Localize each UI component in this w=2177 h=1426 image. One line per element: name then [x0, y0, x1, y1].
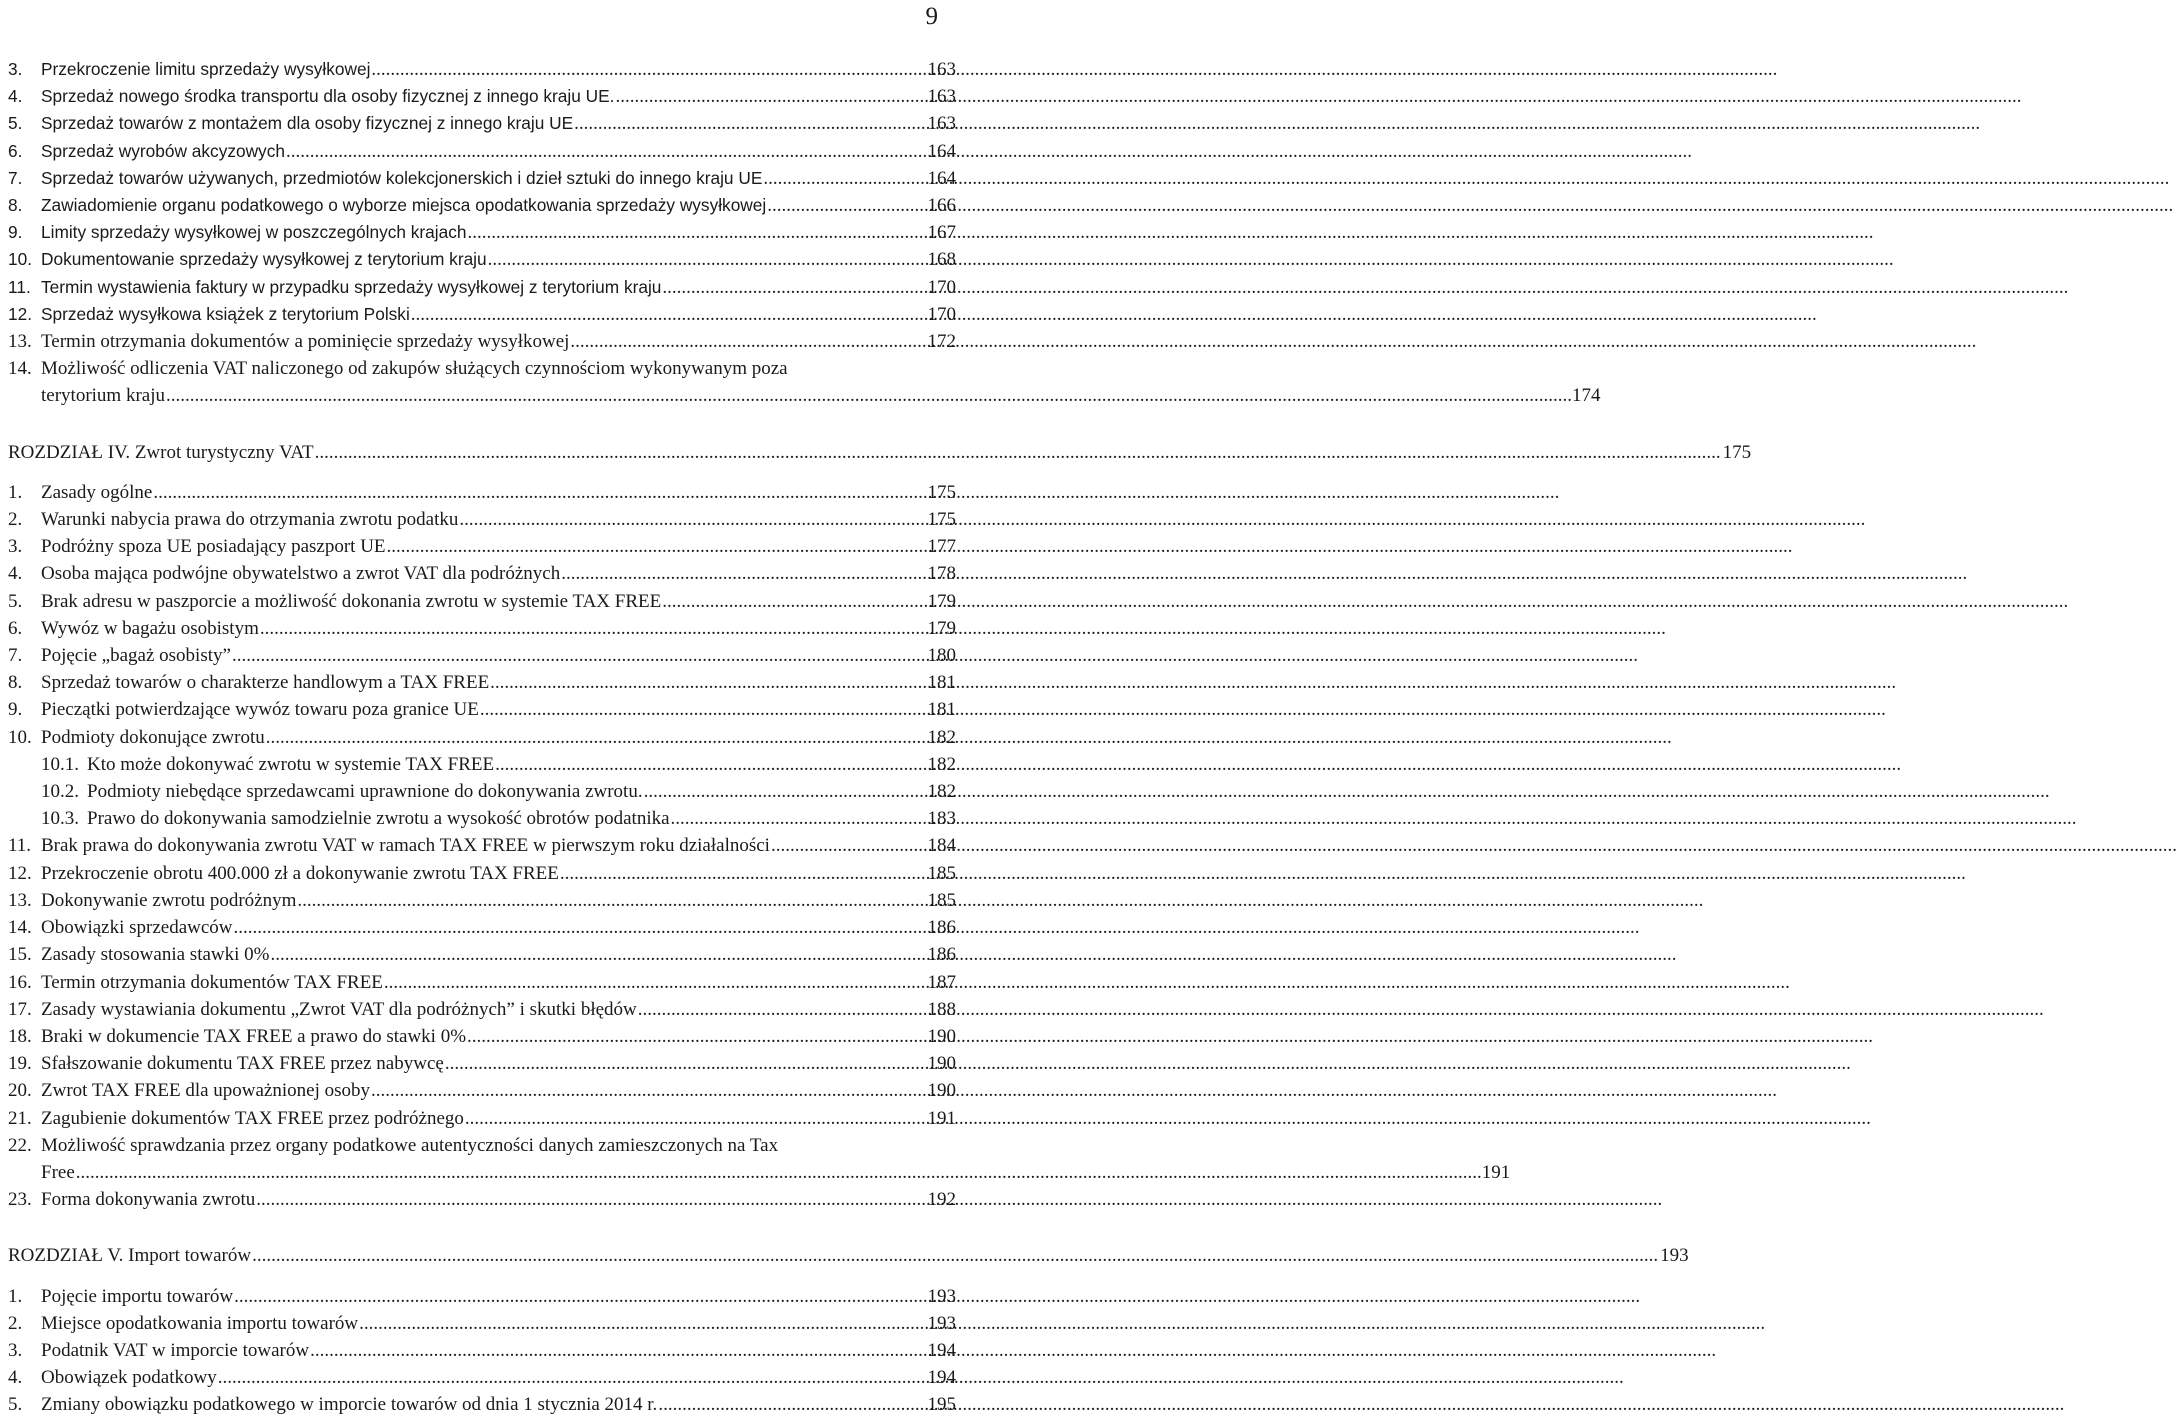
dot-leader [359, 1310, 1765, 1337]
toc-entry-title: Sprzedaż towarów z montażem dla osoby fizycznej z innego kraju UE [41, 113, 574, 134]
dot-leader [252, 1242, 1658, 1269]
toc-entry-page: 177 [927, 536, 956, 558]
toc-entry-title: Zawiadomienie organu podatkowego o wyborze miejsca opodatkowania sprzedaży wysyłkowej [41, 195, 767, 216]
dot-leader [763, 165, 2169, 192]
toc-entry-title: Termin otrzymania dokumentów a pominięcie sprzedaży wysyłkowej [41, 331, 570, 353]
toc-entry-number: 13. [8, 889, 32, 911]
toc-entry[interactable] [8, 805, 956, 832]
dot-leader [767, 192, 2173, 219]
toc-entry-number: 13. [8, 331, 32, 353]
toc-entry[interactable] [8, 996, 956, 1023]
dot-leader [570, 328, 1976, 355]
dot-leader [260, 615, 1666, 642]
dot-leader [467, 1023, 1873, 1050]
toc-entry-title-line1: Możliwość odliczenia VAT naliczonego od zakupów służących czynnościom wykonywanym poza [41, 358, 788, 380]
toc-entry-page: 194 [927, 1367, 956, 1389]
toc-entry-number: 7. [8, 645, 23, 667]
toc-entry-page: 193 [927, 1285, 956, 1307]
toc-entry-title: Termin otrzymania dokumentów TAX FREE [41, 971, 383, 993]
dot-leader [771, 832, 2177, 859]
toc-section-d [8, 1283, 956, 1419]
toc-entry-title: Brak adresu w paszporcie a możliwość dokonania zwrotu w systemie TAX FREE [41, 590, 662, 612]
toc-entry-title: Warunki nabycia prawa do otrzymania zwrotu podatku [41, 509, 459, 531]
toc-entry-page: 172 [927, 331, 956, 353]
toc-entry-title: Sprzedaż towarów o charakterze handlowym a TAX FREE [41, 672, 490, 694]
dot-leader [76, 1159, 1482, 1186]
toc-section-c [8, 832, 956, 1131]
toc-entry-number: 6. [8, 617, 23, 639]
dot-leader [638, 996, 2044, 1023]
toc-section-b [8, 479, 956, 751]
dot-leader [371, 56, 1777, 83]
toc-entry[interactable] [8, 560, 956, 587]
toc-entry-number: 3. [8, 1339, 23, 1361]
dot-leader [662, 588, 2068, 615]
toc-entry[interactable] [8, 1310, 956, 1337]
toc-entry[interactable] [8, 615, 956, 642]
toc-entry-page: 181 [927, 672, 956, 694]
toc-entry[interactable] [8, 669, 956, 696]
toc-entry-22[interactable] [8, 1132, 1511, 1186]
toc-entry[interactable] [8, 533, 956, 560]
toc-entry-title: Przekroczenie obrotu 400.000 zł a dokonywanie zwrotu TAX FREE [41, 862, 559, 884]
toc-entry-number: 5. [8, 590, 23, 612]
chapter-heading-iv[interactable] [8, 439, 1752, 466]
toc-entry-title: Pieczątki potwierdzające wywóz towaru poza granice UE [41, 699, 479, 721]
toc-entry-page: 170 [927, 303, 956, 325]
toc-entry[interactable] [8, 1337, 956, 1364]
toc-entry[interactable] [8, 219, 956, 246]
toc-entry[interactable] [8, 192, 956, 219]
dot-leader [490, 669, 1896, 696]
toc-entry-page: 186 [927, 944, 956, 966]
dot-leader [467, 219, 1873, 246]
toc-entry-title: Prawo do dokonywania samodzielnie zwrotu a wysokość obrotów podatnika [87, 808, 670, 830]
toc-entry[interactable] [8, 328, 956, 355]
chapter-title: ROZDZIAŁ V. Import towarów [8, 1245, 252, 1267]
toc-entry-title: Termin wystawienia faktury w przypadku sprzedaży wysyłkowej z terytorium kraju [41, 276, 662, 297]
toc-entry-number: 10.3. [41, 808, 79, 830]
toc-entry-title-line1: Możliwość sprawdzania przez organy podatkowe autentyczności danych zamieszczonych na Tax [41, 1134, 779, 1156]
dot-leader [166, 382, 1572, 409]
toc-entry-number: 4. [8, 563, 23, 585]
toc-entry-number: 9. [8, 699, 23, 721]
toc-entry[interactable] [8, 588, 956, 615]
toc-entry-page: 175 [927, 509, 956, 531]
toc-entry-title: Podmioty niebędące sprzedawcami uprawnione do dokonywania zwrotu. [87, 781, 643, 803]
toc-entry[interactable] [8, 301, 956, 328]
dot-leader [465, 1105, 1871, 1132]
dot-leader [495, 751, 1901, 778]
toc-entry-number: 16. [8, 971, 32, 993]
toc-entry-number: 3. [8, 536, 23, 558]
toc-entry[interactable] [8, 56, 956, 83]
toc-entry-title: Przekroczenie limitu sprzedaży wysyłkowej [41, 59, 371, 79]
toc-entry-page: 170 [927, 276, 956, 298]
toc-entry-number: 3. [8, 59, 23, 79]
page-number: 9 [925, 3, 938, 30]
dot-leader [459, 506, 1865, 533]
toc-entry-number: 10.2. [41, 781, 79, 803]
toc-entry-title: Dokumentowanie sprzedaży wysyłkowej z terytorium kraju [41, 249, 487, 270]
toc-entry-14[interactable] [8, 355, 1601, 409]
toc-entry-title-line2: Free [41, 1161, 75, 1183]
dot-leader [297, 887, 1703, 914]
toc-entry-number: 8. [8, 672, 23, 694]
toc-entry[interactable] [8, 724, 956, 751]
toc-entry-page: 164 [927, 167, 956, 189]
toc-entry-page: 194 [927, 1339, 956, 1361]
toc-entry-title: Sprzedaż wysyłkowa książek z terytorium Polski [41, 303, 410, 324]
toc-subsection-10 [8, 751, 956, 833]
table-of-contents [8, 56, 1752, 1419]
toc-entry-title: Kto może dokonywać zwrotu w systemie TAX FREE [87, 753, 495, 775]
toc-entry-number: 20. [8, 1080, 32, 1102]
toc-section-a [8, 56, 956, 355]
toc-entry-title: Zasady wystawiania dokumentu „Zwrot VAT dla podróżnych” i skutki błędów [41, 998, 637, 1020]
toc-entry-number: 23. [8, 1189, 32, 1211]
toc-entry-page: 182 [927, 726, 956, 748]
dot-leader [560, 860, 1966, 887]
toc-entry-page: 168 [927, 249, 956, 271]
toc-entry[interactable] [8, 778, 956, 805]
toc-entry-number: 18. [8, 1025, 32, 1047]
dot-leader [387, 533, 1793, 560]
toc-entry-title-line2: terytorium kraju [41, 385, 165, 407]
toc-entry[interactable] [8, 751, 956, 778]
dot-leader [488, 246, 1894, 273]
toc-entry[interactable] [8, 969, 956, 996]
toc-entry-title: Podróżny spoza UE posiadający paszport UE [41, 536, 386, 558]
toc-entry-page: 178 [927, 563, 956, 585]
toc-entry-title: Wywóz w bagażu osobistym [41, 617, 259, 639]
toc-entry-number: 4. [8, 86, 23, 107]
dot-leader [315, 439, 1721, 466]
dot-leader [480, 696, 1886, 723]
toc-entry-page: 175 [927, 481, 956, 503]
toc-entry-title: Obowiązki sprzedawców [41, 917, 233, 939]
toc-entry-page: 190 [927, 1080, 956, 1102]
toc-entry-number: 2. [8, 509, 23, 531]
dot-leader [658, 1391, 2064, 1418]
toc-entry-title: Podatnik VAT w imporcie towarów [41, 1339, 310, 1361]
toc-entry-number: 14. [8, 917, 32, 939]
toc-entry-number: 5. [8, 113, 23, 134]
toc-entry-page: 187 [927, 971, 956, 993]
dot-leader [286, 138, 1692, 165]
chapter-page: 175 [1722, 441, 1752, 463]
toc-entry[interactable] [8, 110, 956, 137]
toc-entry[interactable] [8, 860, 956, 887]
toc-entry-number: 8. [8, 195, 23, 216]
toc-entry[interactable] [8, 506, 956, 533]
toc-entry[interactable] [8, 1023, 956, 1050]
toc-entry[interactable] [8, 887, 956, 914]
toc-entry-page: 186 [927, 917, 956, 939]
toc-entry-number: 10. [8, 726, 32, 748]
dot-leader [671, 805, 2077, 832]
toc-entry-title: Zwrot TAX FREE dla upoważnionej osoby [41, 1080, 371, 1102]
toc-entry[interactable] [8, 274, 956, 301]
toc-entry-page: 183 [927, 808, 956, 830]
toc-entry-number: 15. [8, 944, 32, 966]
toc-entry-number: 22. [8, 1134, 32, 1156]
toc-entry[interactable] [8, 83, 956, 110]
toc-entry-page: 174 [1572, 385, 1601, 407]
toc-entry[interactable] [8, 1077, 956, 1104]
dot-leader [445, 1050, 1851, 1077]
toc-entry-page: 164 [927, 140, 956, 162]
toc-entry-page: 166 [927, 195, 956, 217]
toc-entry-title: Sprzedaż wyrobów akcyzowych [41, 140, 285, 161]
dot-leader [644, 778, 2050, 805]
toc-entry-page: 190 [927, 1025, 956, 1047]
toc-entry-number: 12. [8, 303, 33, 324]
toc-entry[interactable] [8, 941, 956, 968]
toc-entry-page: 182 [927, 781, 956, 803]
toc-entry-title: Osoba mająca podwójne obywatelstwo a zwrot VAT dla podróżnych [41, 563, 561, 585]
toc-entry-page: 179 [927, 617, 956, 639]
dot-leader [384, 969, 1790, 996]
toc-entry-number: 7. [8, 167, 23, 188]
toc-entry-23[interactable] [8, 1186, 956, 1213]
toc-entry[interactable] [8, 165, 956, 192]
toc-entry-number: 19. [8, 1053, 32, 1075]
toc-entry-page: 191 [1481, 1161, 1511, 1183]
toc-entry-title: Sfałszowanie dokumentu TAX FREE przez nabywcę [41, 1053, 444, 1075]
dot-leader [256, 1186, 1662, 1213]
toc-entry-page: 181 [927, 699, 956, 721]
toc-entry-number: 11. [8, 835, 32, 857]
toc-entry-title: Dokonywanie zwrotu podróżnym [41, 889, 297, 911]
toc-entry-page: 184 [927, 835, 956, 857]
toc-entry-number: 6. [8, 140, 23, 161]
toc-entry-number: 9. [8, 222, 23, 243]
toc-entry-page: 163 [927, 59, 956, 80]
toc-entry-page: 163 [927, 113, 956, 135]
toc-entry-title: Forma dokonywania zwrotu [41, 1189, 256, 1211]
toc-entry-number: 21. [8, 1107, 32, 1129]
toc-entry-title: Zmiany obowiązku podatkowego w imporcie towarów od dnia 1 stycznia 2014 r. [41, 1394, 658, 1416]
toc-entry-number: 1. [8, 481, 23, 503]
chapter-title: ROZDZIAŁ IV. Zwrot turystyczny VAT [8, 441, 314, 463]
toc-entry-number: 10.1. [41, 753, 79, 775]
toc-entry-title: Zasady ogólne [41, 481, 153, 503]
toc-entry-title: Zagubienie dokumentów TAX FREE przez podróżnego [41, 1107, 464, 1129]
toc-entry-title: Zasady stosowania stawki 0% [41, 944, 270, 966]
toc-entry-number: 4. [8, 1367, 23, 1389]
dot-leader [574, 110, 1980, 137]
toc-entry-title: Sprzedaż towarów używanych, przedmiotów kolekcjonerskich i dzieł sztuki do innego kraju UE [41, 167, 763, 188]
dot-leader [371, 1077, 1777, 1104]
toc-entry-number: 5. [8, 1394, 23, 1416]
toc-entry[interactable] [8, 1364, 956, 1391]
toc-entry[interactable] [8, 696, 956, 723]
toc-entry[interactable] [8, 1391, 956, 1418]
toc-entry-number: 17. [8, 998, 32, 1020]
dot-leader [218, 1364, 1624, 1391]
toc-entry[interactable] [8, 914, 956, 941]
toc-entry[interactable] [8, 832, 956, 859]
toc-entry[interactable] [8, 642, 956, 669]
chapter-page: 193 [1660, 1245, 1689, 1267]
toc-entry-title: Braki w dokumencie TAX FREE a prawo do stawki 0% [41, 1025, 467, 1047]
toc-entry-page: 192 [927, 1189, 956, 1211]
toc-entry-page: 195 [927, 1394, 956, 1416]
toc-entry-title: Brak prawa do dokonywania zwrotu VAT w ramach TAX FREE w pierwszym roku działalności [41, 835, 770, 857]
toc-entry[interactable] [8, 138, 956, 165]
toc-entry-title: Pojęcie importu towarów [41, 1285, 234, 1307]
toc-entry-page: 167 [927, 222, 956, 244]
toc-entry-title: Limity sprzedaży wysyłkowej w poszczególnych krajach [41, 222, 467, 243]
toc-entry-page: 180 [927, 645, 956, 667]
toc-entry-title: Obowiązek podatkowy [41, 1367, 217, 1389]
dot-leader [310, 1337, 1716, 1364]
toc-entry-page: 179 [927, 590, 956, 612]
toc-entry-title: Sprzedaż nowego środka transportu dla osoby fizycznej z innego kraju UE. [41, 86, 615, 107]
dot-leader [561, 560, 1967, 587]
toc-entry-page: 163 [927, 86, 956, 108]
dot-leader [153, 479, 1559, 506]
toc-entry-page: 191 [927, 1107, 956, 1129]
toc-entry-number: 14. [8, 358, 32, 380]
toc-entry[interactable] [8, 479, 956, 506]
toc-entry-title: Podmioty dokonujące zwrotu [41, 726, 265, 748]
dot-leader [270, 941, 1676, 968]
toc-entry[interactable] [8, 1105, 956, 1132]
toc-entry-page: 193 [927, 1312, 956, 1334]
dot-leader [266, 724, 1672, 751]
toc-entry-number: 11. [8, 276, 31, 297]
dot-leader [615, 83, 2021, 110]
toc-entry-number: 2. [8, 1312, 23, 1334]
toc-entry-page: 185 [927, 862, 956, 884]
toc-entry-title: Pojęcie „bagaż osobisty” [41, 645, 231, 667]
toc-entry-page: 185 [927, 889, 956, 911]
toc-entry-page: 182 [927, 753, 956, 775]
toc-entry[interactable] [8, 1283, 956, 1310]
dot-leader [411, 301, 1817, 328]
toc-entry-page: 190 [927, 1053, 956, 1075]
toc-entry-number: 10. [8, 249, 33, 270]
toc-entry[interactable] [8, 1050, 956, 1077]
toc-entry-number: 12. [8, 862, 32, 884]
toc-entry-title: Miejsce opodatkowania importu towarów [41, 1312, 359, 1334]
toc-entry-number: 1. [8, 1285, 23, 1307]
toc-entry[interactable] [8, 246, 956, 273]
toc-entry-page: 188 [927, 998, 956, 1020]
dot-leader [662, 274, 2068, 301]
chapter-heading-v[interactable] [8, 1242, 1689, 1269]
